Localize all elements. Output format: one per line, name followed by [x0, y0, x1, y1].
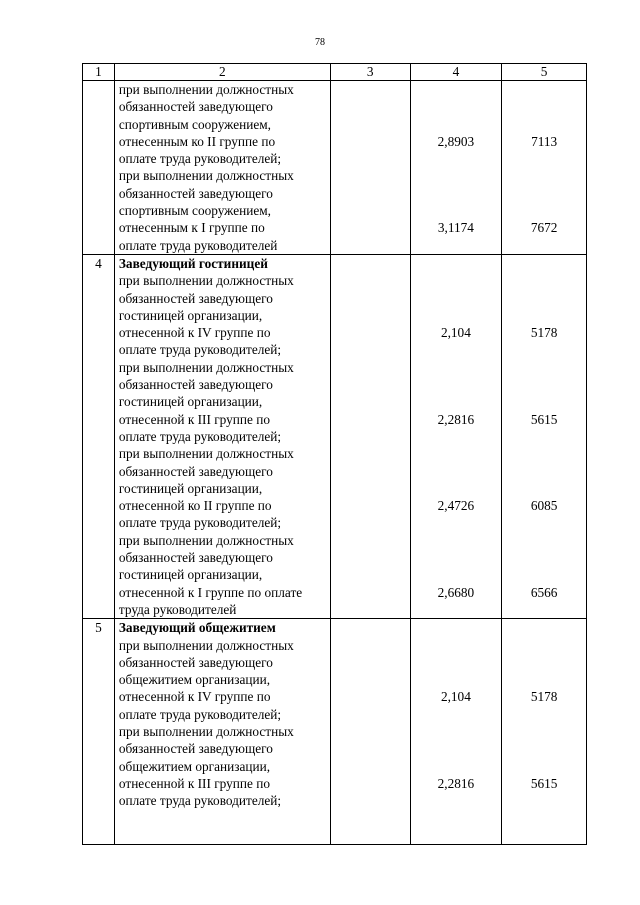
description-line: при выполнении должностных — [118, 273, 294, 289]
description-line: оплате труда руководителей; — [118, 793, 282, 809]
description-line: обязанностей заведующего — [118, 654, 273, 670]
description-line: спортивным сооружением, — [118, 203, 271, 219]
salary-value: 5615 — [530, 775, 558, 791]
salary-value: 5178 — [530, 325, 558, 341]
description-line: отнесенной к III группе по — [118, 775, 271, 791]
coefficient-value: 2,104 — [440, 689, 471, 705]
description-line: при выполнении должностных — [118, 446, 294, 462]
coefficient-value: 3,1174 — [437, 220, 474, 236]
row-number: 4 — [83, 254, 115, 618]
description-line: обязанностей заведующего — [118, 550, 273, 566]
description-line: оплате труда руководителей; — [118, 151, 282, 167]
description-line: обязанностей заведующего — [118, 741, 273, 757]
description-line — [119, 809, 328, 826]
description-line: оплате труда руководителей; — [118, 706, 282, 722]
table-row — [83, 81, 587, 255]
header-col-4: 4 — [410, 64, 502, 81]
description-line: отнесенной к IV группе по — [118, 325, 271, 341]
description-line: спортивным сооружением, — [118, 116, 271, 132]
table-row — [83, 619, 587, 845]
coefficient-value: 2,4726 — [437, 498, 475, 514]
description-line: при выполнении должностных — [118, 359, 294, 375]
description-line: оплате труда руководителей; — [118, 515, 282, 531]
description-line: обязанностей заведующего — [118, 290, 273, 306]
description-line: труда руководителей — [118, 601, 237, 617]
column-3-cell — [330, 254, 410, 618]
header-row — [83, 64, 587, 81]
description-line: обязанностей заведующего — [118, 99, 273, 115]
description-line: отнесенной к I группе по оплате — [118, 584, 303, 600]
salary-table — [82, 63, 587, 845]
salary-value: 5178 — [530, 689, 558, 705]
description-line — [119, 827, 328, 844]
description-line: отнесенной к IV группе по — [118, 689, 271, 705]
description-line: оплате труда руководителей — [118, 237, 278, 253]
description-line: при выполнении должностных — [118, 82, 294, 97]
description-line: оплате труда руководителей; — [118, 342, 282, 358]
coefficient-cell — [410, 254, 502, 618]
salary-cell — [502, 254, 587, 618]
description-line: гостиницей организации, — [118, 480, 263, 496]
salary-value: 6085 — [530, 498, 558, 514]
header-col-2: 2 — [114, 64, 330, 81]
position-description — [114, 619, 330, 845]
table-row — [83, 254, 587, 618]
coefficient-value: 2,2816 — [437, 775, 475, 791]
header-col-3: 3 — [330, 64, 410, 81]
description-line: гостиницей организации, — [118, 567, 263, 583]
coefficient-value: 2,104 — [440, 325, 471, 341]
description-line: отнесенным к I группе по — [118, 220, 265, 236]
description-line: оплате труда руководителей; — [118, 428, 282, 444]
header-col-5: 5 — [502, 64, 587, 81]
description-line: общежитием организации, — [118, 758, 271, 774]
coefficient-value: 2,8903 — [437, 133, 475, 149]
description-line: при выполнении должностных — [118, 168, 294, 184]
column-3-cell — [330, 81, 410, 255]
description-line: общежитием организации, — [118, 672, 271, 688]
description-line: отнесенной к III группе по — [118, 411, 271, 427]
coefficient-value: 2,6680 — [437, 584, 475, 600]
position-description — [114, 81, 330, 255]
coefficient-value: 2,2816 — [437, 411, 475, 427]
header-col-1: 1 — [83, 64, 115, 81]
description-line: отнесенным ко II группе по — [118, 133, 276, 149]
description-line: при выполнении должностных — [118, 532, 294, 548]
column-3-cell — [330, 619, 410, 845]
description-line: гостиницей организации, — [118, 394, 263, 410]
description-line: обязанностей заведующего — [118, 185, 273, 201]
salary-value: 6566 — [530, 584, 558, 600]
position-title: Заведующий общежитием — [118, 620, 276, 636]
description-line: гостиницей организации, — [118, 307, 263, 323]
salary-value: 7113 — [531, 133, 558, 149]
row-number — [83, 81, 115, 255]
salary-value: 7672 — [530, 220, 558, 236]
description-line: обязанностей заведующего — [118, 377, 273, 393]
salary-value: 5615 — [530, 411, 558, 427]
description-line: при выполнении должностных — [118, 723, 294, 739]
description-line: отнесенной ко II группе по — [118, 498, 272, 514]
coefficient-cell — [410, 619, 502, 845]
position-title: Заведующий гостиницей — [118, 255, 268, 271]
salary-cell — [502, 81, 587, 255]
table-body — [83, 81, 587, 845]
position-description — [114, 254, 330, 618]
coefficient-cell — [410, 81, 502, 255]
description-line: обязанностей заведующего — [118, 463, 273, 479]
salary-cell — [502, 619, 587, 845]
row-number: 5 — [83, 619, 115, 845]
description-line: при выполнении должностных — [118, 637, 294, 653]
page-number: 78 — [315, 37, 325, 48]
